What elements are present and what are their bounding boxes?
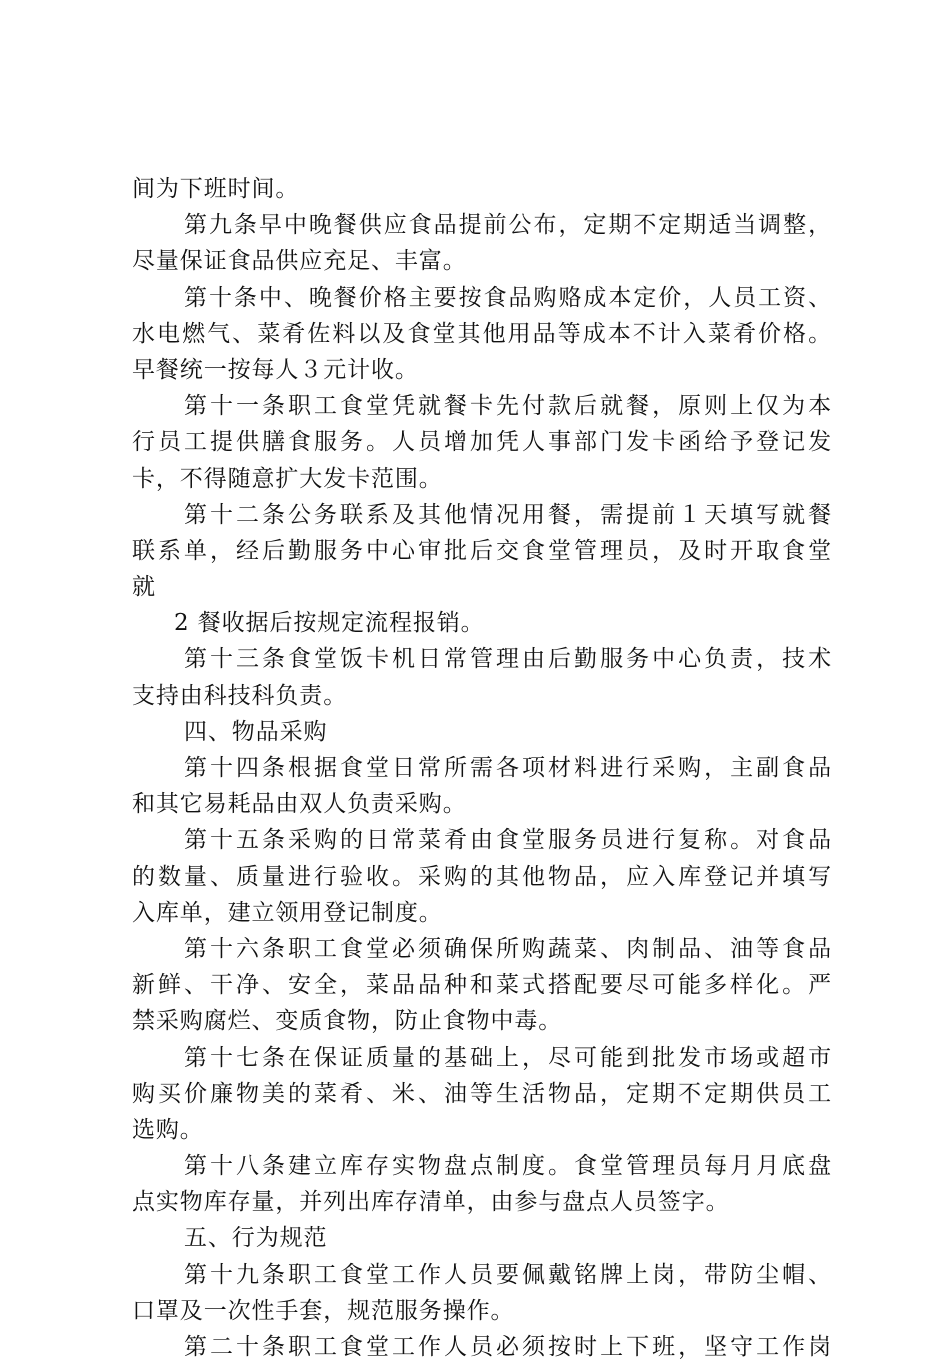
text-line: 支持由科技科负责。 [132, 682, 348, 709]
text-line: 五、行为规范 [184, 1225, 328, 1252]
text-line: 间为下班时间。 [132, 176, 300, 202]
text-line: 卡，不得随意扩大发卡范围。 [132, 465, 443, 492]
text-line: 购买价廉物美的菜肴、米、油等生活物品，定期不定期供员工 [132, 1080, 832, 1107]
text-line: 禁采购腐烂、变质食物，防止食物中毒。 [132, 1008, 563, 1035]
text-line: 入库单，建立领用登记制度。 [132, 899, 443, 926]
text-line: 联系单，经后勤服务中心审批后交食堂管理员，及时开取食堂 [132, 537, 832, 564]
text-line: 早餐统一按每人３元计收。 [132, 356, 419, 383]
text-line: 第十二条公务联系及其他情况用餐，需提前１天填写就餐 [184, 501, 832, 528]
text-line: 点实物库存量，并列出库存清单，由参与盘点人员签字。 [132, 1189, 730, 1216]
text-line: 第十五条采购的日常菜肴由食堂服务员进行复称。对食品 [184, 827, 832, 854]
document-body [132, 171, 832, 1365]
text-line: 的数量、质量进行验收。采购的其他物品，应入库登记并填写 [132, 863, 832, 890]
text-line: 行员工提供膳食服务。人员增加凭人事部门发卡函给予登记发 [132, 429, 832, 456]
text-line: 和其它易耗品由双人负责采购。 [132, 791, 467, 818]
text-line: 新鲜、干净、安全，菜品品种和菜式搭配要尽可能多样化。严 [132, 972, 832, 999]
text-line: 第十一条职工食堂凭就餐卡先付款后就餐，原则上仅为本 [184, 393, 832, 420]
text-line: 第十九条职工食堂工作人员要佩戴铭牌上岗，带防尘帽、 [184, 1261, 832, 1288]
text-line: 四、物品采购 [184, 718, 328, 745]
text-line: 选购。 [132, 1116, 204, 1143]
text-line: 2 餐收据后按规定流程报销。 [174, 610, 485, 637]
text-line: 第十条中、晚餐价格主要按食品购赂成本定价，人员工资、 [184, 284, 832, 311]
text-line: 第二十条职工食堂工作人员必须按时上下班，坚守工作岗 [184, 1334, 832, 1360]
text-line: 第九条早中晚餐供应食品提前公布，定期不定期适当调整， [184, 212, 832, 239]
text-line: 口罩及一次性手套，规范服务操作。 [132, 1297, 515, 1324]
text-line: 水电燃气、菜肴佐料以及食堂其他用品等成本不计入菜肴价格。 [132, 320, 832, 347]
text-line: 第十四条根据食堂日常所需各项材料进行采购，主副食品 [184, 755, 832, 781]
text-line: 第十七条在保证质量的基础上，尽可能到批发市场或超市 [184, 1044, 832, 1071]
text-line: 第十八条建立库存实物盘点制度。食堂管理员每月月底盘 [184, 1153, 832, 1180]
text-line: 就 [132, 574, 156, 601]
text-line: 第十六条职工食堂必须确保所购蔬菜、肉制品、油等食品 [184, 935, 832, 962]
text-line: 尽量保证食品供应充足、丰富。 [132, 248, 467, 275]
text-line: 第十三条食堂饭卡机日常管理由后勤服务中心负责，技术 [184, 646, 832, 673]
